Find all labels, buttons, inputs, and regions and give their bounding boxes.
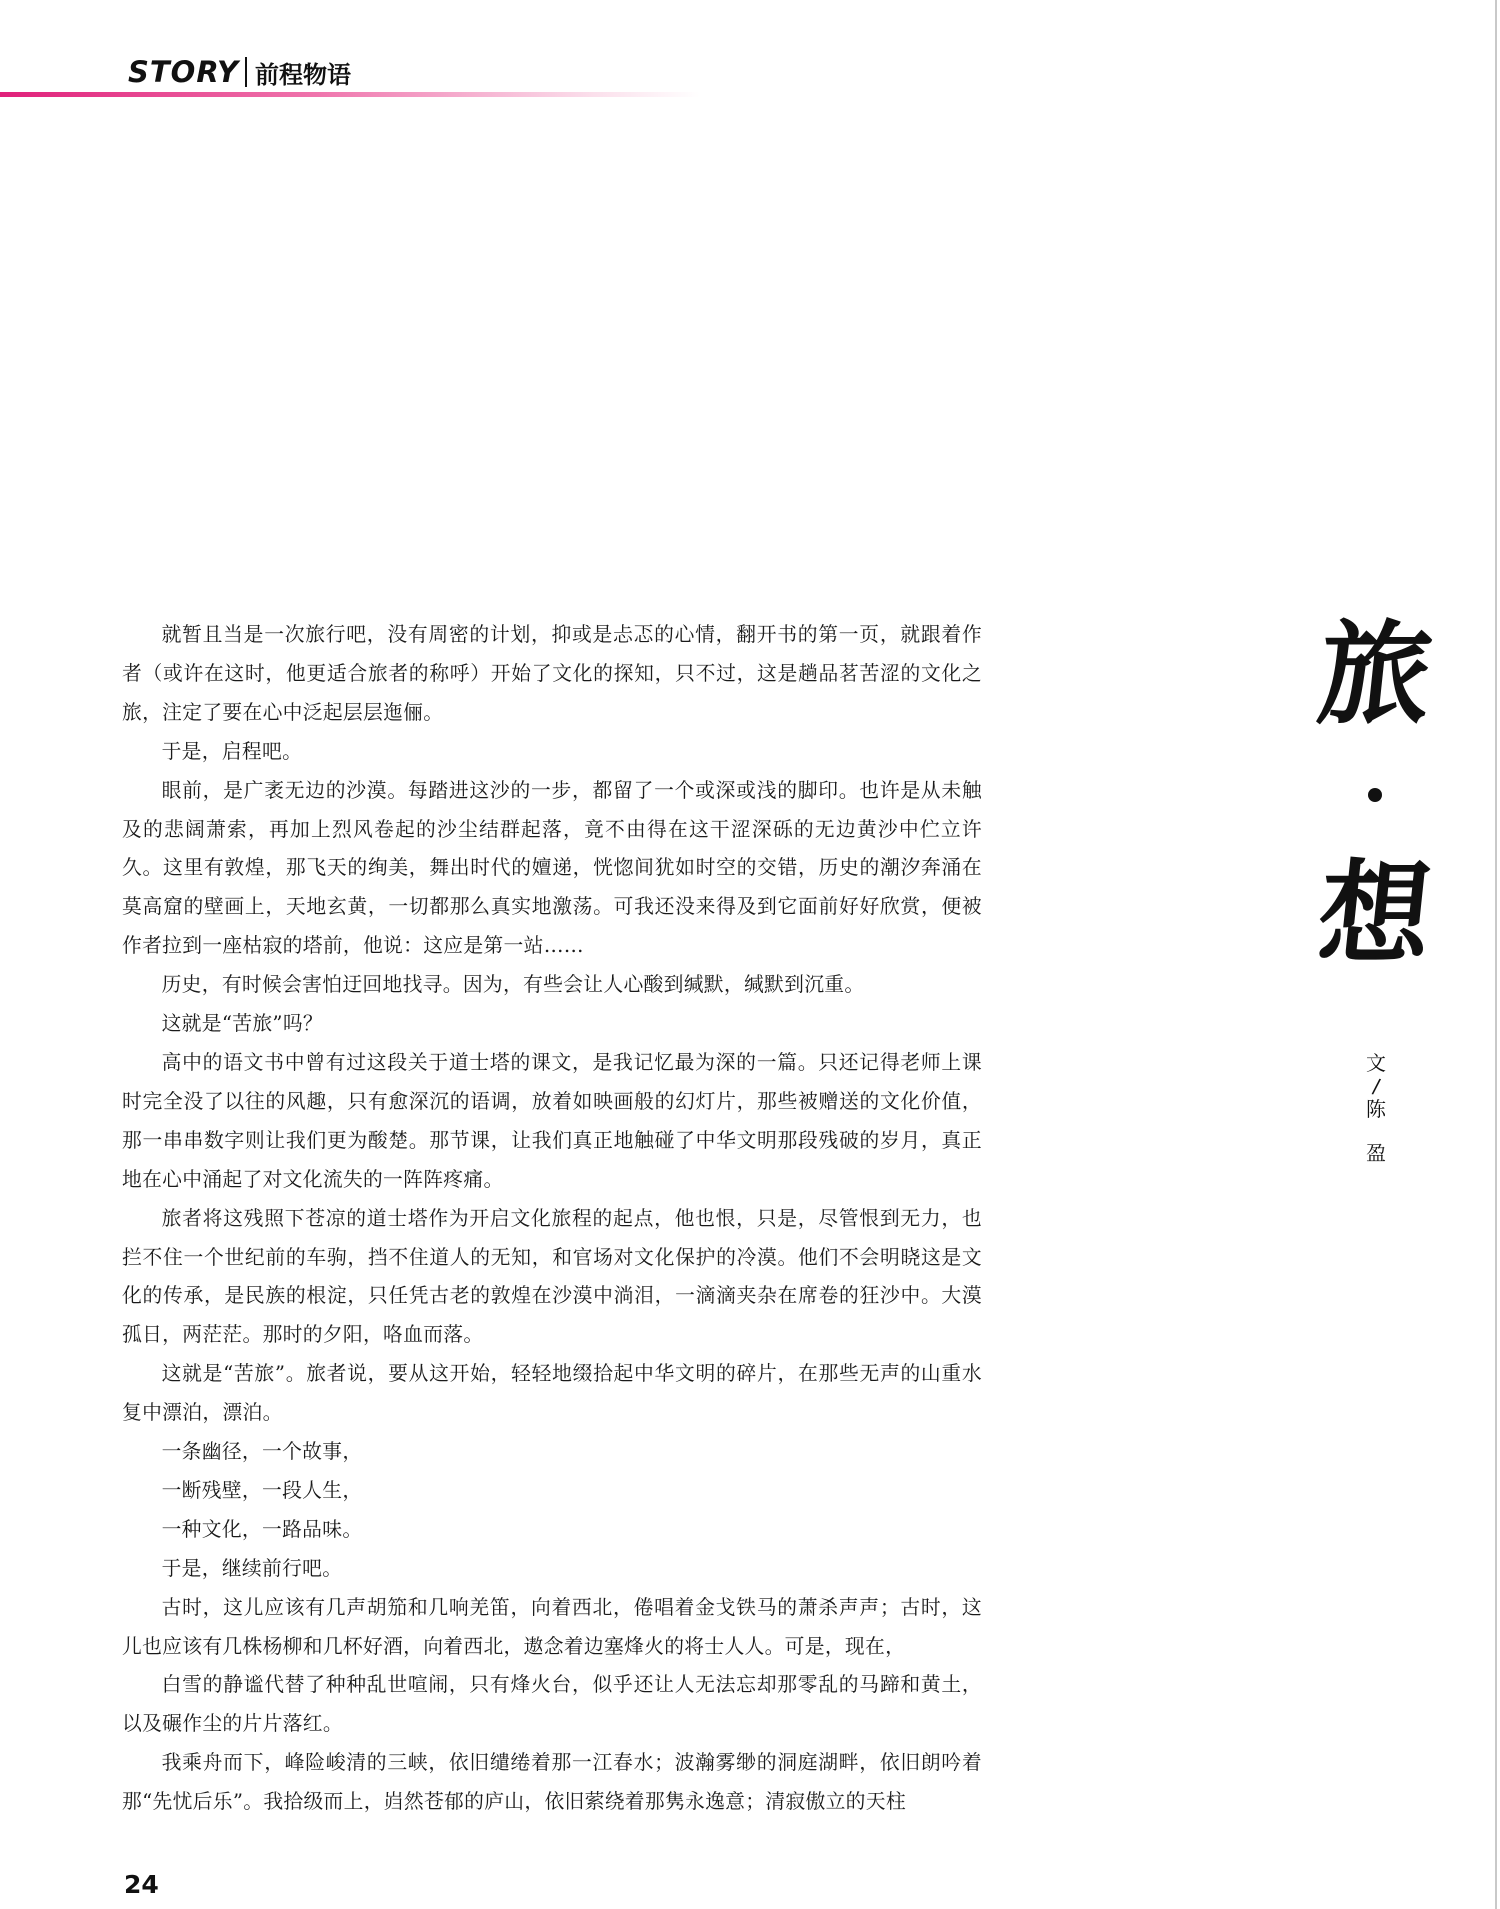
title-char-2: 想 — [1312, 849, 1438, 980]
paragraph: 就暂且当是一次旅行吧，没有周密的计划，抑或是忐忑的心情，翻开书的第一页，就跟着作者（或许在这时，他更适合旅者的称呼）开始了文化的探知，只不过，这是趟品茗苦涩的文化之旅，注定了要在心中泛起层层迤俪。 — [122, 623, 982, 724]
paragraph: 于是，继续前行吧。 — [161, 1556, 343, 1580]
header-section-title: 前程物语 — [255, 60, 351, 89]
byline-label: 文 — [1366, 1051, 1386, 1075]
title-char-1: 旅 — [1312, 609, 1438, 740]
paragraph: 白雪的静谧代替了种种乱世喧闹，只有烽火台，似乎还让人无法忘却那零乱的马蹄和黄土，以及碾作尘的片片落红。 — [122, 1673, 982, 1736]
paragraph: 旅者将这残照下苍凉的道士塔作为开启文化旅程的起点，他也恨，只是，尽管恨到无力，也拦不住一个世纪前的车驹，挡不住道人的无知，和官场对文化保护的冷漠。他们不会明晓这是文化的传承，是民族的根淀，只任凭古老的敦煌在沙漠中淌泪，一滴滴夹杂在席卷的狂沙中。大漠孤日，两茫茫。那时的夕阳，咯血而落。 — [122, 1206, 982, 1347]
article-body — [122, 616, 982, 1822]
title-middle-dot — [1368, 788, 1382, 802]
paragraph: 这就是“苦旅”吗？ — [161, 1012, 323, 1036]
paragraph: 一条幽径，一个故事， — [161, 1440, 363, 1464]
paragraph: 这就是“苦旅”。旅者说，要从这开始，轻轻地缀拾起中华文明的碎片，在那些无声的山重水复中漂泊，漂泊。 — [122, 1362, 982, 1425]
paragraph: 一种文化，一路品味。 — [161, 1517, 363, 1541]
paragraph: 一断残壁，一段人生， — [161, 1478, 363, 1502]
byline-slash: / — [1370, 1073, 1382, 1099]
paragraph: 眼前，是广袤无边的沙漠。每踏进这沙的一步，都留了一个或深或浅的脚印。也许是从未触及的悲阔萧索，再加上烈风卷起的沙尘结群起落，竟不由得在这干涩深砾的无边黄沙中伫立许久。这里有敦煌，那飞天的绚美，舞出时代的嬗递，恍惚间犹如时空的交错，历史的潮汐奔涌在莫高窟的壁画上，天地玄黄，一切都那么真实地激荡。可我还没来得及到它面前好好欣赏，便被作者拉到一座枯寂的塔前，他说：这应是第一站…… — [122, 778, 982, 958]
paragraph: 于是，启程吧。 — [161, 739, 303, 763]
header-gradient-rule — [0, 92, 700, 97]
page-number: 24 — [124, 1870, 159, 1899]
paragraph: 历史，有时候会害怕迂回地找寻。因为，有些会让人心酸到缄默，缄默到沉重。 — [161, 973, 865, 997]
article-title — [1300, 610, 1450, 980]
author-name-2: 盈 — [1366, 1141, 1386, 1165]
author-name-1: 陈 — [1366, 1097, 1386, 1121]
paragraph: 古时，这儿应该有几声胡笳和几响羌笛，向着西北，倦唱着金戈铁马的萧杀声声；古时，这儿也应该有几株杨柳和几杯好酒，向着西北，遨念着边塞烽火的将士人人。可是，现在， — [122, 1595, 982, 1658]
page-edge-line — [1495, 0, 1497, 1909]
header-brand: STORY — [128, 55, 239, 89]
author-byline — [1356, 1050, 1396, 1166]
header-divider — [245, 57, 247, 87]
paragraph: 我乘舟而下，峰险峻清的三峡，依旧缱绻着那一江春水；波瀚雾缈的洞庭湖畔，依旧朗吟着那“先忧后乐”。我拾级而上，岿然苍郁的庐山，依旧萦绕着那隽永逸意；清寂傲立的天柱 — [122, 1751, 982, 1814]
paragraph: 高中的语文书中曾有过这段关于道士塔的课文，是我记忆最为深的一篇。只还记得老师上课时完全没了以往的风趣，只有愈深沉的语调，放着如映画般的幻灯片，那些被赠送的文化价值，那一串串数字则让我们更为酸楚。那节课，让我们真正地触碰了中华文明那段残破的岁月，真正地在心中涌起了对文化流失的一阵阵疼痛。 — [122, 1050, 982, 1191]
magazine-header — [128, 52, 351, 92]
